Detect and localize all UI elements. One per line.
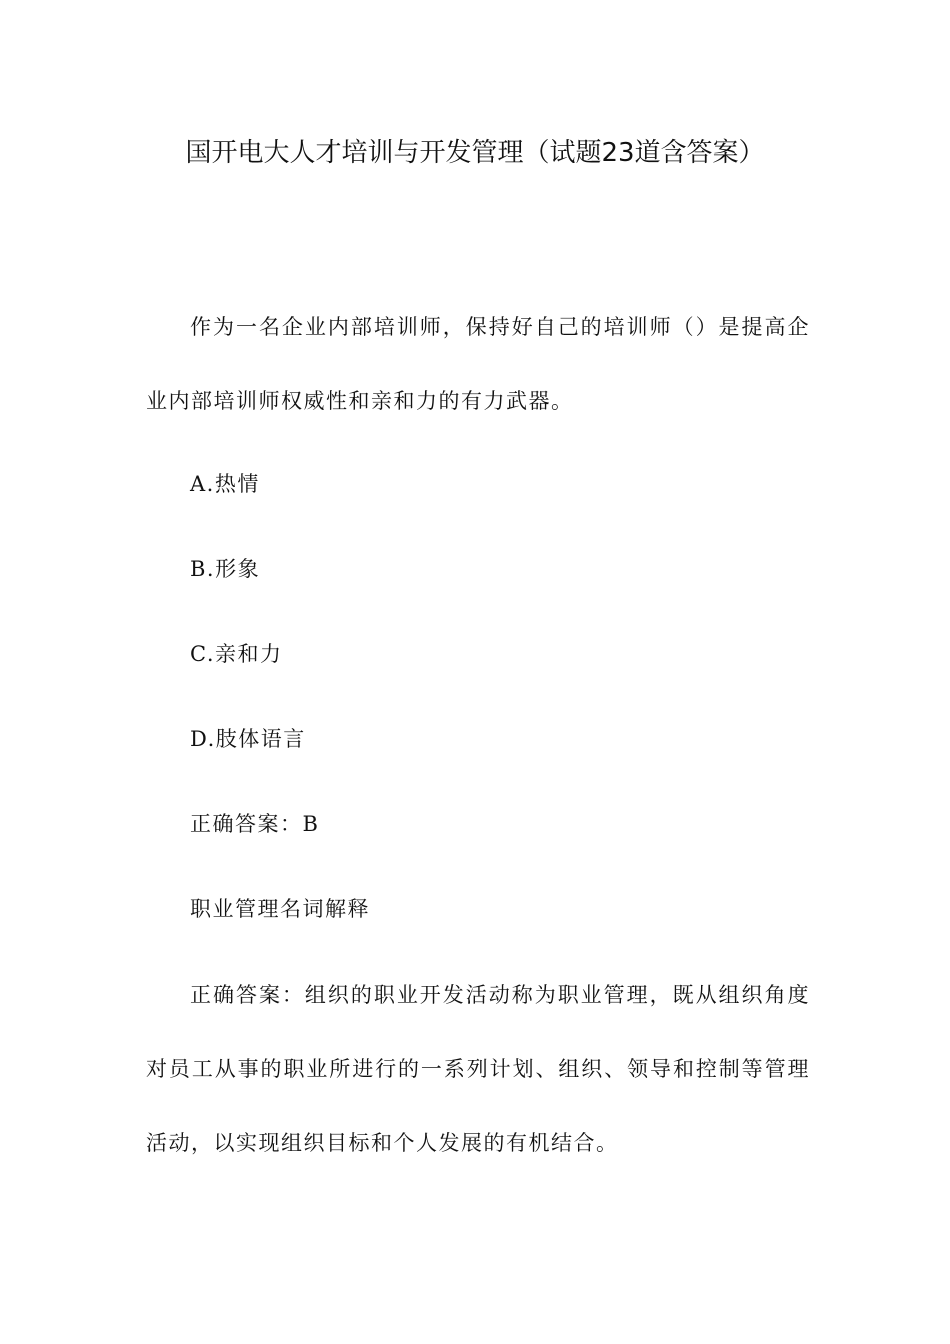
document-title: 国开电大人才培训与开发管理（试题23道含答案） bbox=[185, 138, 765, 168]
question-1-option-a: A.热情 bbox=[190, 472, 260, 496]
question-1-option-b: B.形象 bbox=[190, 557, 261, 581]
question-2-stem: 职业管理名词解释 bbox=[190, 897, 370, 921]
question-1-option-c: C.亲和力 bbox=[190, 642, 283, 666]
question-1-stem: 作为一名企业内部培训师，保持好自己的培训师（）是提高企业内部培训师权威性和亲和力的有力武器。 bbox=[146, 315, 810, 413]
question-1-option-d: D.肢体语言 bbox=[190, 727, 306, 751]
question-2-answer: 正确答案：组织的职业开发活动称为职业管理，既从组织角度对员工从事的职业所进行的一系列计划、组织、领导和控制等管理活动，以实现组织目标和个人发展的有机结合。 bbox=[146, 983, 810, 1155]
question-1-answer: 正确答案：B bbox=[190, 812, 320, 836]
